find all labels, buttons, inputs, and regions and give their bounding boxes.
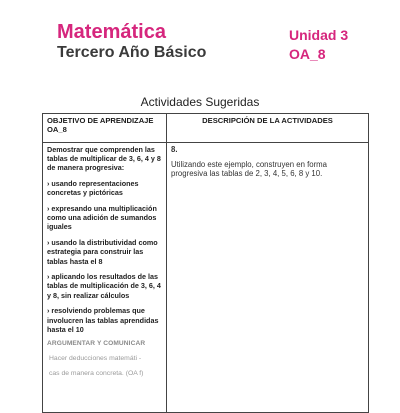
attitude-text-line: cas de manera concreta. (OA f) [49,369,144,377]
attitude-title: ARGUMENTAR Y COMUNICAR [47,340,146,348]
objective-item: › usando representaciones concretas y pictóricas [47,179,139,198]
activity-number: 8. [171,145,178,154]
description-cell [167,143,369,413]
description-column-header: DESCRIPCIÓN DE LA ACTIVIDADES [167,114,369,143]
objective-intro: Demostrar que comprenden las tablas de multiplicar de 3, 6, 4 y 8 de manera progresiva: [47,145,161,173]
activity-text: Utilizando este ejemplo, construyen en forma progresiva las tablas de 2, 3, 4, 5, 6, 8 y 10. [171,159,328,179]
page-header [0,0,400,70]
objective-item: › resolviendo problemas que involucren las tablas aprendidas hasta el 10 [47,306,159,334]
objective-item: › expresando una multiplicación como una adición de sumandos iguales [47,204,157,232]
unit-label: Unidad 3 [289,27,349,43]
objective-item: › usando la distributividad como estrategia para construir las tablas hasta el 8 [47,238,158,266]
objective-column-title: OBJETIVO DE APRENDIZAJE [47,116,154,125]
table-row [43,143,369,413]
page-subtitle: Tercero Año Básico [57,44,207,61]
unit-code: OA_8 [289,46,326,62]
attitude-text-line: Hacer deducciones matemáti - [49,354,142,362]
activities-table [42,113,369,413]
page-title: Matemática [57,21,166,43]
section-title: Actividades Sugeridas [140,95,260,109]
objective-item: › aplicando los resultados de las tablas de multiplicación de 3, 6, 4 y 8, sin realizar cálculos [47,272,161,300]
objective-cell [43,143,167,413]
table-header-row [43,114,369,143]
objective-column-code: OA_8 [47,125,67,134]
objective-column-header [43,114,167,143]
